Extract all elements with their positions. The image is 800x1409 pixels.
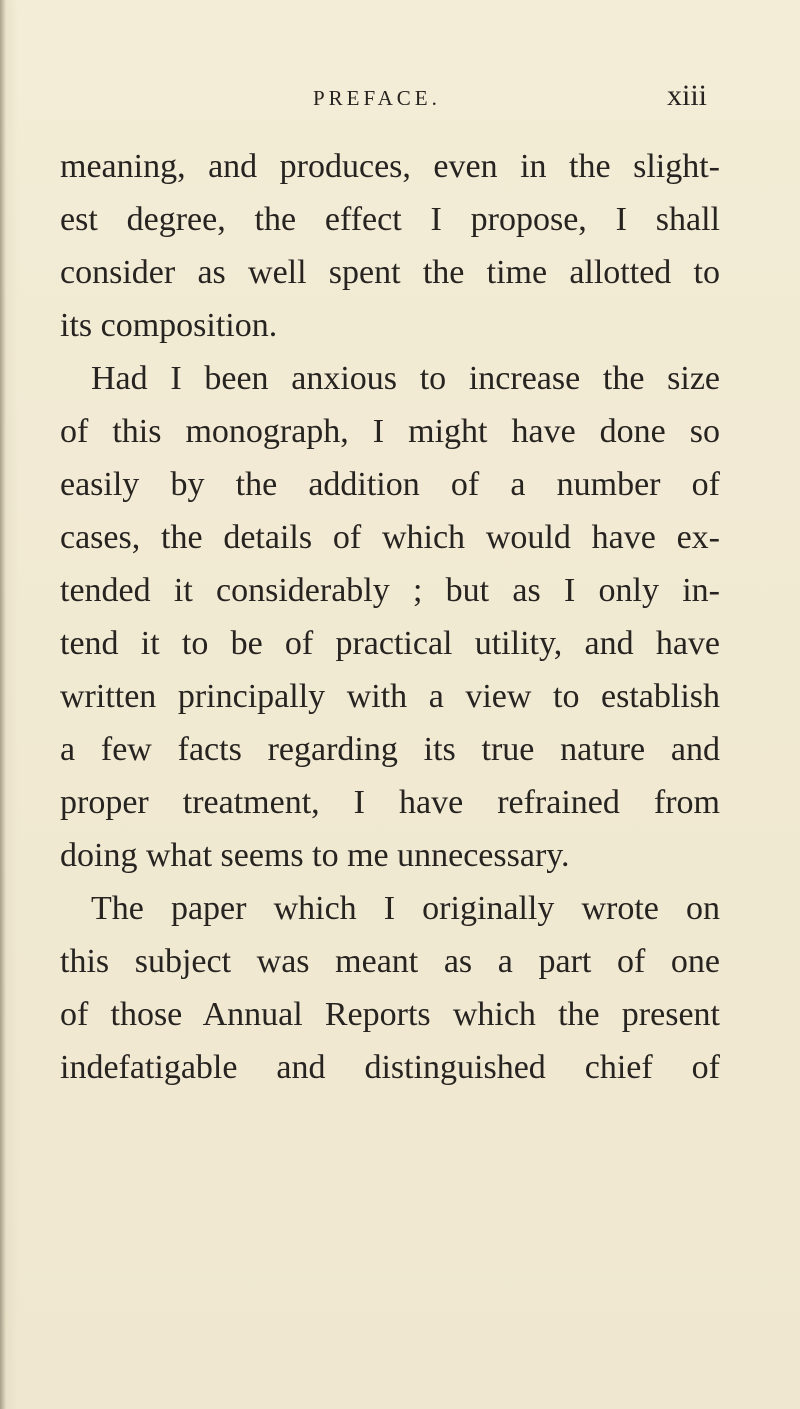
- text-line: its composition.: [60, 307, 278, 344]
- text-line: cases, the details of which would have ex-: [60, 519, 720, 556]
- text-line: tended it considerably ; but as I only in-: [60, 572, 720, 609]
- text-line: a few facts regarding its true nature and: [60, 731, 720, 768]
- body-text: [60, 140, 720, 1094]
- text-line: tend it to be of practical utility, and have: [60, 625, 720, 662]
- text-line: consider as well spent the time allotted to: [60, 254, 720, 291]
- running-title: PREFACE.: [313, 86, 441, 110]
- text-line: written principally with a view to establish: [60, 678, 720, 715]
- text-line: doing what seems to me unnecessary.: [60, 837, 570, 874]
- text-line: meaning, and produces, even in the slight-: [60, 148, 720, 185]
- text-line: Had I been anxious to increase the size: [91, 360, 720, 397]
- text-line: The paper which I originally wrote on: [91, 890, 720, 927]
- text-line: indefatigable and distinguished chief of: [60, 1049, 720, 1086]
- text-line: est degree, the effect I propose, I shall: [60, 201, 720, 238]
- page-number: xiii: [667, 79, 708, 112]
- text-line: of this monograph, I might have done so: [60, 413, 720, 450]
- binding-shadow: [0, 0, 6, 1409]
- text-line: this subject was meant as a part of one: [60, 943, 720, 980]
- text-line: proper treatment, I have refrained from: [60, 784, 720, 821]
- text-line: easily by the addition of a number of: [60, 466, 720, 503]
- text-line: of those Annual Reports which the present: [60, 996, 720, 1033]
- running-header: [0, 76, 800, 116]
